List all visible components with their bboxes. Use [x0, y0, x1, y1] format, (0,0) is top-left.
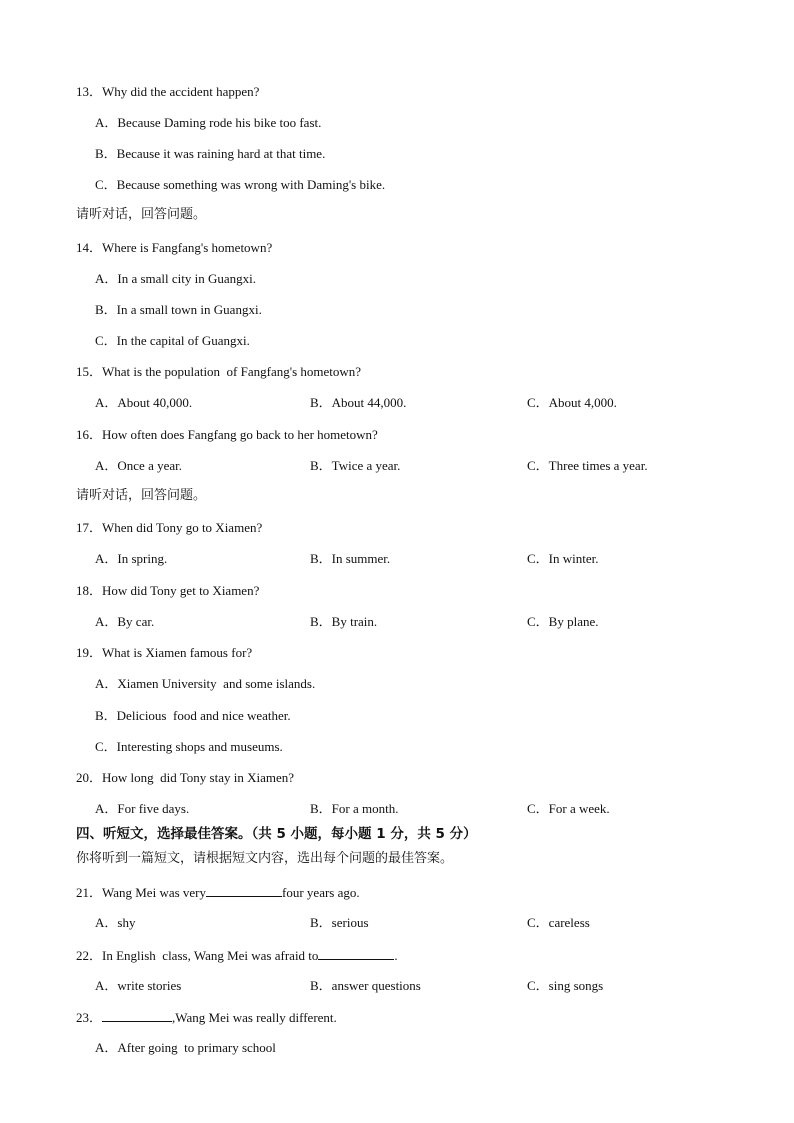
q21-option-a: A．shy	[95, 915, 136, 930]
question-20: 20．How long did Tony stay in Xiamen?	[76, 770, 295, 785]
question-18: 18．How did Tony get to Xiamen?	[76, 583, 260, 598]
q23-option-a: A．After going to primary school	[95, 1040, 276, 1055]
question-15: 15．What is the population of Fangfang's hometown?	[76, 364, 362, 379]
question-16: 16．How often does Fangfang go back to her hometown?	[76, 427, 378, 442]
section-4-title: 四、听短文，选择最佳答案。（共 5 小题，每小题 1 分，共 5 分）	[76, 826, 477, 842]
q15-option-a: A．About 40,000.	[95, 395, 193, 410]
q23-stem-end: ,Wang Mei was really different.	[172, 1010, 337, 1025]
q20-option-b: B．For a month.	[310, 801, 399, 816]
q18-option-c: C．By plane.	[527, 614, 599, 629]
q15-option-c: C．About 4,000.	[527, 395, 617, 410]
q14-option-a: A．In a small city in Guangxi.	[95, 271, 257, 286]
q22-answer-blank	[318, 947, 394, 960]
q17-option-a: A．In spring.	[95, 551, 168, 566]
q16-option-c: C．Three times a year.	[527, 458, 648, 473]
q22-stem-start: 22．In English class, Wang Mei was afraid to	[76, 948, 319, 963]
q22-option-a: A．write stories	[95, 978, 182, 993]
q13-option-c: C．Because something was wrong with Daming's bike.	[95, 177, 386, 192]
q21-answer-blank	[206, 884, 282, 897]
instruction-1: 请听对话，回答问题。	[76, 207, 207, 222]
question-23	[76, 1009, 337, 1026]
q13-option-b: B．Because it was raining hard at that time.	[95, 146, 326, 161]
q16-option-b: B．Twice a year.	[310, 458, 401, 473]
q21-option-c: C．careless	[527, 915, 590, 930]
q18-option-b: B．By train.	[310, 614, 378, 629]
q23-stem-start: 23．	[76, 1010, 103, 1025]
question-22	[76, 947, 398, 964]
question-21	[76, 884, 360, 901]
q20-option-c: C．For a week.	[527, 801, 610, 816]
q17-option-c: C．In winter.	[527, 551, 599, 566]
question-13: 13．Why did the accident happen?	[76, 84, 260, 99]
q14-option-b: B．In a small town in Guangxi.	[95, 302, 262, 317]
q21-stem-end: four years ago.	[282, 885, 360, 900]
q19-option-a: A．Xiamen University and some islands.	[95, 676, 316, 691]
question-17: 17．When did Tony go to Xiamen?	[76, 520, 263, 535]
question-14: 14．Where is Fangfang's hometown?	[76, 240, 273, 255]
q16-option-a: A．Once a year.	[95, 458, 182, 473]
q19-option-c: C．Interesting shops and museums.	[95, 739, 283, 754]
q17-option-b: B．In summer.	[310, 551, 391, 566]
q14-option-c: C．In the capital of Guangxi.	[95, 333, 250, 348]
q19-option-b: B．Delicious food and nice weather.	[95, 708, 291, 723]
question-19: 19．What is Xiamen famous for?	[76, 645, 253, 660]
q20-option-a: A．For five days.	[95, 801, 190, 816]
q21-option-b: B．serious	[310, 915, 369, 930]
q13-option-a: A．Because Daming rode his bike too fast.	[95, 115, 322, 130]
q22-option-b: B．answer questions	[310, 978, 421, 993]
q18-option-a: A．By car.	[95, 614, 155, 629]
q21-stem-start: 21．Wang Mei was very	[76, 885, 207, 900]
q15-option-b: B．About 44,000.	[310, 395, 407, 410]
section-4-instruction: 你将听到一篇短文，请根据短文内容，选出每个问题的最佳答案。	[76, 851, 454, 866]
q23-answer-blank	[102, 1009, 172, 1022]
q22-stem-end: .	[394, 948, 398, 963]
instruction-2: 请听对话，回答问题。	[76, 488, 207, 503]
q22-option-c: C．sing songs	[527, 978, 604, 993]
